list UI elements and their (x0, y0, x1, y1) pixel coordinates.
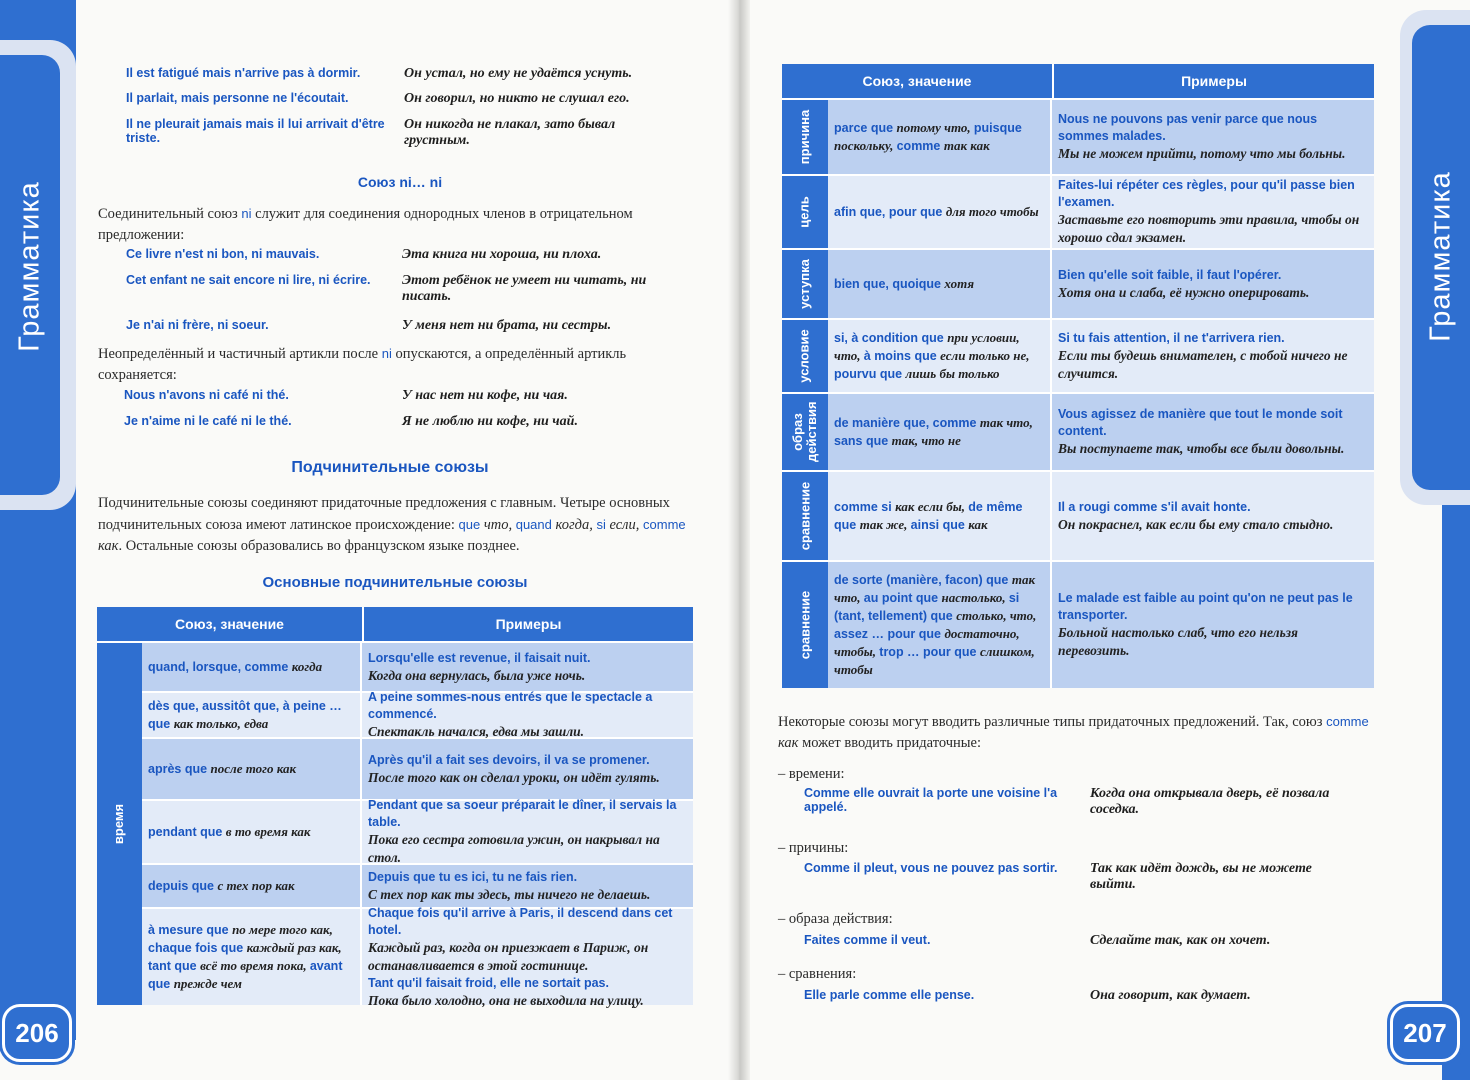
french-example: Chaque fois qu'il arrive à Paris, il descend dans cet hotel. (368, 905, 673, 937)
french-example: Faites-lui répéter ces règles, pour qu'il passe bien l'examen. (1058, 178, 1355, 209)
usage-russian: Когда она открывала дверь, её позвала соседка. (1090, 786, 1330, 817)
french-text: tant que (148, 959, 201, 973)
text: как (778, 735, 799, 751)
category-cell (782, 250, 828, 318)
example-pair (126, 318, 662, 334)
example-russian: У нас нет ни кофе, ни чая. (402, 388, 568, 403)
category-cell (782, 472, 828, 560)
russian-text: с тех пор как (217, 878, 295, 893)
french-text: assez … pour que (834, 627, 945, 641)
table-row (782, 470, 1374, 560)
example-pair (126, 247, 662, 263)
category-label: уступка (797, 259, 812, 309)
conjunction-cell (828, 176, 1052, 248)
example-cell (1052, 176, 1374, 248)
example-cell (362, 905, 693, 1008)
example-russian: Этот ребёнок не умеет ни читать, ни писать. (402, 273, 647, 304)
russian-example: Он покраснел, как если бы ему стало стыдно. (1058, 516, 1334, 532)
paragraph-comme (778, 711, 1378, 754)
conjunction-cell (828, 100, 1052, 174)
russian-text: достаточно, чтобы, (834, 626, 1020, 659)
russian-text: как (968, 517, 988, 532)
french-example: A peine sommes-nous entrés que le spectacle a commencé. (368, 690, 653, 721)
russian-text: так же, (859, 517, 911, 532)
paragraph-ni (98, 203, 696, 246)
heading-ni: Союз ni… ni (357, 174, 443, 190)
russian-example: Спектакль начался, едва мы зашли. (368, 724, 585, 739)
french-example: Vous agissez de manière que tout le monde soit content. (1058, 407, 1343, 438)
russian-text: так что, (834, 572, 1036, 605)
table-row (782, 392, 1374, 470)
russian-text: слишком, чтобы (834, 644, 1035, 677)
right-page (748, 0, 1470, 1080)
russian-text: так как (943, 138, 990, 153)
table-rows (782, 98, 1374, 688)
russian-text: хотя (944, 276, 975, 291)
example-pair (126, 91, 664, 107)
french-text: trop … pour que (879, 645, 980, 659)
french-text: comme si (834, 500, 896, 514)
keyword: ni (241, 206, 252, 221)
russian-text: каждый раз как, (246, 940, 342, 955)
example-cell (362, 865, 693, 907)
french-example: Tant qu'il faisait froid, elle ne sortait pas. (368, 975, 609, 990)
french-example: Après qu'il a fait ses devoirs, il va se promener. (368, 752, 650, 767)
example-pair (126, 117, 664, 149)
french-text: à mesure que (148, 923, 233, 937)
usage-label: – причины: (778, 840, 849, 856)
conjunction-cell (142, 643, 362, 691)
text: если, (605, 517, 644, 533)
category-label: условие (797, 329, 813, 383)
french-example: Le malade est faible au point qu'on ne peut pas le transporter. (1058, 591, 1353, 622)
heading-table: Основные подчинительные союзы (262, 574, 528, 591)
conjunction-cell (142, 693, 362, 737)
russian-text: так, что не (891, 433, 961, 448)
french-text: puisque (973, 121, 1022, 135)
table-row (142, 799, 693, 863)
russian-example: Больной настолько слаб, что его нельзя перевозить. (1058, 625, 1299, 658)
section-title-left: Грамматика (13, 181, 46, 352)
russian-text: прежде чем (173, 976, 242, 991)
text: может вводить придаточные: (798, 735, 982, 751)
usage-russian: Сделайте так, как он хочет. (1090, 933, 1271, 948)
french-text: dès que, aussitôt que, à peine … que (148, 699, 342, 731)
text: когда, (551, 517, 597, 533)
paragraph-subordinate (98, 493, 696, 557)
table-header-col1: Союз, значение (862, 73, 972, 89)
example-russian: Он говорил, но никто не слушал его. (404, 91, 630, 106)
category-cell (782, 320, 828, 392)
french-text: quand, lorsque, comme (148, 660, 292, 674)
example-cell (1052, 250, 1374, 318)
french-text: comme (896, 139, 944, 153)
french-text: depuis que (148, 879, 218, 893)
example-pair (126, 66, 664, 82)
category-label: сравнение (797, 481, 812, 551)
usage-french: Comme il pleut, vous ne pouvez pas sortir. (804, 861, 1058, 875)
category-cell (782, 394, 828, 470)
french-example: Bien qu'elle soit faible, il faut l'opérer. (1058, 267, 1282, 282)
table-header (782, 64, 1374, 98)
text: что, (480, 517, 516, 533)
example-cell (1052, 562, 1374, 688)
table-body (97, 641, 693, 1008)
text: Некоторые союзы могут вводить различные типы придаточных предложений. Так, союз (778, 714, 1327, 730)
example-french: Je n'ai ni frère, ni soeur. (126, 318, 269, 332)
table-row (782, 560, 1374, 688)
russian-example: После того как он сделал уроки, он идёт гулять. (368, 769, 660, 785)
section-title-right: Грамматика (1424, 171, 1457, 342)
table-row (782, 318, 1374, 392)
example-russian: У меня нет ни брата, ни сестры. (402, 318, 612, 333)
example-russian: Эта книга ни хороша, ни плоха. (402, 247, 602, 262)
table-header (97, 607, 693, 641)
conjunction-cell (142, 739, 362, 799)
russian-example: Пока его сестра готовила ужин, он накрывал на стол. (368, 832, 660, 865)
conjunction-cell (828, 394, 1052, 470)
russian-text: настолько, (941, 590, 1009, 605)
example-cell (362, 643, 693, 691)
russian-example: С тех пор как ты здесь, ты ничего не делаешь. (368, 886, 651, 902)
russian-text: после того как (210, 761, 297, 776)
russian-text: в то время как (225, 824, 311, 839)
example-cell (1052, 100, 1374, 174)
text: . Остальные союзы образовались во французском языке позднее. (118, 538, 520, 554)
table-row (142, 905, 693, 1008)
conjunction-cell (828, 320, 1052, 392)
russian-text: для того чтобы (945, 204, 1039, 219)
french-example: Lorsqu'elle est revenue, il faisait nuit. (368, 650, 591, 665)
example-russian: Он никогда не плакал, зато бывал грустным. (404, 117, 616, 148)
category-cell (782, 100, 828, 174)
russian-example: Заставьте его повторить эти правила, чтобы он хорошо сдал экзамен. (1058, 212, 1360, 245)
category-label: цель (796, 196, 812, 228)
french-text: afin que, pour que (834, 205, 946, 219)
usage-label: – времени: (778, 766, 845, 782)
conjunction-cell (828, 562, 1052, 688)
conjunctions-table-right (782, 64, 1374, 688)
french-text: de manière que, comme (834, 416, 980, 430)
french-text: parce que (834, 121, 897, 135)
keyword: quand (515, 517, 552, 532)
example-french: Je n'aime ni le café ni le thé. (124, 414, 292, 428)
keyword: comme (643, 517, 686, 532)
french-text: pendant que (148, 825, 226, 839)
example-cell (362, 690, 693, 739)
french-text: pourvu que (834, 367, 906, 381)
french-text: avant que (148, 959, 343, 991)
paragraph-article (98, 343, 696, 386)
text: как (98, 538, 119, 554)
page-number-right: 207 (1390, 1004, 1460, 1062)
example-cell (362, 798, 693, 865)
example-french: Il est fatigué mais n'arrive pas à dormir. (126, 66, 361, 80)
table-header-col2: Примеры (1052, 64, 1374, 98)
example-russian: Я не люблю ни кофе, ни чай. (402, 414, 578, 429)
table-row (142, 641, 693, 691)
russian-example: Каждый раз, когда он приезжает в Париж, он останавливается в этой гостинице. (368, 939, 649, 973)
french-text: après que (148, 762, 211, 776)
text: служит для соединения однородных членов в отрицательном предложении: (98, 206, 633, 243)
usage-french: Comme elle ouvrait la porte une voisine l'a appelé. (804, 786, 1058, 814)
example-cell (362, 739, 693, 799)
french-text: bien que, quoique (834, 277, 945, 291)
russian-text: всё то время пока, (200, 958, 310, 973)
russian-example: Когда она вернулась, была уже ночь. (368, 667, 586, 683)
russian-example: Пока было холодно, она не выходила на улицу. (368, 992, 644, 1008)
table-row (142, 691, 693, 737)
french-text: à moins que (863, 349, 941, 363)
example-cell (1052, 472, 1374, 560)
usage-russian: Она говорит, как думает. (1090, 988, 1251, 1003)
table-row (782, 174, 1374, 248)
russian-example: Мы не можем прийти, потому что мы больны. (1058, 146, 1346, 161)
conjunction-cell (828, 472, 1052, 560)
example-pair (124, 414, 662, 430)
category-cell (97, 641, 142, 1005)
example-french: Cet enfant ne sait encore ni lire, ni écrire. (126, 273, 371, 287)
russian-example: Если ты будешь внимателен, с тобой ничего не случится. (1058, 347, 1348, 381)
conjunction-cell (828, 250, 1052, 318)
russian-example: Вы поступаете так, чтобы все были довольны. (1058, 441, 1345, 456)
french-text: de même que (834, 500, 1023, 532)
french-text: de sorte (manière, facon) que (834, 573, 1012, 587)
keyword: que (458, 517, 481, 532)
table-row (782, 248, 1374, 318)
text: Соединительный союз (98, 206, 242, 222)
left-page (0, 0, 730, 1080)
heading-subordinate: Подчинительные союзы (291, 459, 489, 476)
french-example: Pendant que sa soeur préparait le dîner, il servais la table. (368, 798, 677, 829)
example-cell (1052, 320, 1374, 392)
french-text: chaque fois que (148, 941, 247, 955)
french-example: Il a rougi comme s'il avait honte. (1058, 499, 1251, 514)
text: Неопределённый и частичный артикли после (98, 346, 382, 362)
table-header-col2: Примеры (362, 607, 693, 641)
russian-text: если только не, (940, 348, 1030, 363)
text: опускаются, а определённый артикль сохраняется: (98, 346, 627, 383)
conjunctions-table-left (97, 607, 693, 1008)
french-example: Si tu fais attention, il ne t'arrivera rien. (1058, 330, 1285, 345)
example-french: Il parlait, mais personne ne l'écoutait. (126, 91, 349, 105)
table-row (142, 737, 693, 799)
russian-text: по мере того как, (232, 922, 333, 937)
russian-text: так что, (979, 415, 1033, 430)
book-gutter (728, 0, 750, 1080)
russian-text: столько, что, (956, 608, 1037, 623)
text: Подчинительные союзы соединяют придаточные предложения с главным. Четыре основных подчинительных союза имеют латинское происхождение: (98, 495, 670, 533)
conjunction-cell (142, 801, 362, 863)
keyword: ni (381, 346, 392, 361)
french-text: au point que (863, 591, 942, 605)
french-example: Depuis que tu es ici, tu ne fais rien. (368, 869, 578, 884)
category-label: время (111, 803, 127, 845)
russian-text: потому что, (896, 120, 974, 135)
example-french: Il ne pleurait jamais mais il lui arrivait d'être triste. (126, 117, 385, 145)
page-number-left: 206 (2, 1004, 72, 1062)
example-french: Nous n'avons ni café ni thé. (124, 388, 289, 402)
russian-text: лишь бы только (905, 366, 1000, 381)
category-label: сравнение (797, 590, 812, 660)
example-cell (1052, 394, 1374, 470)
right-margin-band (1442, 480, 1470, 1080)
french-text: si, à condition que (834, 331, 948, 345)
russian-text: поскольку, (834, 138, 897, 153)
russian-example: Хотя она и слаба, её нужно оперировать. (1058, 284, 1310, 300)
russian-text: как только, едва (173, 716, 269, 731)
keyword: si (596, 517, 606, 532)
example-french: Ce livre n'est ni bon, ni mauvais. (126, 247, 320, 261)
usage-french: Faites comme il veut. (804, 933, 931, 947)
usage-label: – сравнения: (778, 966, 857, 982)
russian-text: когда (291, 659, 323, 674)
french-text: sans que (834, 434, 892, 448)
category-cell (782, 562, 828, 688)
example-russian: Он устал, но ему не удаётся уснуть. (404, 66, 633, 81)
french-text: si (tant, tellement) que (834, 591, 1020, 623)
usage-label: – образа действия: (778, 911, 893, 927)
category-label: причина (797, 109, 812, 165)
category-cell (782, 176, 828, 248)
russian-text: как если бы, (895, 499, 969, 514)
keyword: comme (1326, 714, 1369, 729)
table-row (142, 863, 693, 907)
table-header-col1: Союз, значение (175, 616, 284, 632)
french-example: Nous ne pouvons pas venir parce que nous sommes malades. (1058, 112, 1318, 143)
table-row (782, 98, 1374, 174)
category-label: образ действия (790, 401, 819, 462)
example-pair (124, 388, 662, 404)
french-text: ainsi que (910, 518, 969, 532)
table-rows (142, 641, 693, 1008)
conjunction-cell (142, 865, 362, 907)
example-pair (126, 273, 662, 305)
usage-french: Elle parle comme elle pense. (804, 988, 975, 1002)
conjunction-cell (142, 909, 362, 1005)
russian-text: при условии, что, (834, 330, 1020, 363)
usage-russian: Так как идёт дождь, вы не можете выйти. (1090, 861, 1312, 892)
